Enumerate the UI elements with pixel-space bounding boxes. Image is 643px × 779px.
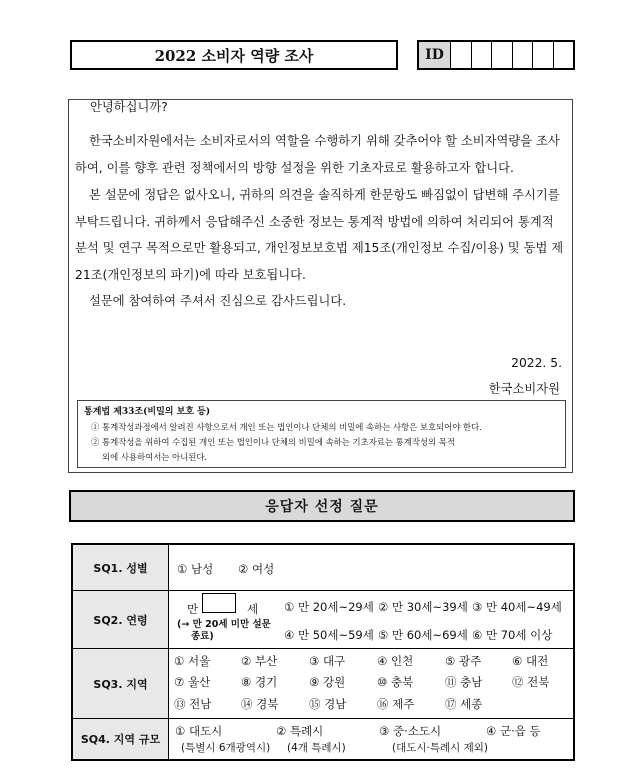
sq3-option-jeonbuk[interactable]: ⑫ 전북 <box>512 675 550 689</box>
sq4-option-small-city-note: (대도시·특례시 제외) <box>392 742 489 754</box>
sq3-option-daejeon[interactable]: ⑥ 대전 <box>512 654 549 668</box>
id-digit-cell[interactable] <box>492 42 513 68</box>
sq3-option-busan[interactable]: ② 부산 <box>241 654 278 668</box>
sq3-option-gyeonggi[interactable]: ⑧ 경기 <box>241 675 278 689</box>
intro-paragraph-1: 한국소비자원에서는 소비자로서의 역할을 수행하기 위해 갖추어야 할 소비자역량을 조사하여, 이를 향후 관련 정책에서의 방향 설정을 위한 기초자료로 활용하고자 합니다. <box>75 134 560 175</box>
sq4-option-metropolis-note: (특별시 6개광역시) <box>181 742 271 754</box>
thanks-text: 설문에 참여하여 주셔서 진심으로 감사드립니다. <box>89 294 347 308</box>
sq4-label: SQ4. 지역 규모 <box>73 719 169 759</box>
sq2-option-40s[interactable]: ③ 만 40세~49세 <box>472 600 562 614</box>
sq3-option-jeju[interactable]: ⑯ 제주 <box>377 697 415 711</box>
sq3-option-daegu[interactable]: ③ 대구 <box>309 654 346 668</box>
sq3-label: SQ3. 지역 <box>73 649 169 718</box>
sq2-option-20s[interactable]: ① 만 20세~29세 <box>284 600 374 614</box>
sq4-option-special-city[interactable]: ② 특례시 <box>276 724 324 738</box>
law-item-2-continued: 외에 사용하여서는 아니된다. <box>102 452 208 462</box>
survey-title: 2022 소비자 역량 조사 <box>70 40 398 70</box>
sq4-option-small-city[interactable]: ③ 중·소도시 <box>379 724 442 738</box>
age-note-line1: (→ 만 20세 미만 설문 <box>177 619 271 630</box>
sq3-option-incheon[interactable]: ④ 인천 <box>377 654 414 668</box>
intro-paragraph-2: 본 설문에 정답은 없사오니, 귀하의 의견을 솔직하게 한문항도 빠짐없이 답변해 주시기를 부탁드립니다. 귀하께서 응답해주신 소중한 정보는 통계적 방법에 의하여 처리되어 통계적 분석 및 연구 목적으로만 활용되고, 개인정보보호법 제15조(개인정보 수집/이용) 및 동법 제 21조(개인정보의 파기)에 따라 보호됩니다. <box>75 188 564 282</box>
id-label: ID <box>419 42 451 68</box>
id-digit-cell[interactable] <box>451 42 472 68</box>
age-prefix: 만 <box>187 602 199 616</box>
sq2-row <box>73 591 573 649</box>
sq3-option-gyeongbuk[interactable]: ⑭ 경북 <box>241 697 279 711</box>
sq3-option-gangwon[interactable]: ⑨ 강원 <box>309 675 346 689</box>
sq4-option-metropolis[interactable]: ① 대도시 <box>175 724 223 738</box>
sq3-option-chungbuk[interactable]: ⑩ 충북 <box>377 675 414 689</box>
sq3-option-chungnam[interactable]: ⑪ 충남 <box>445 675 483 689</box>
sq1-option-female[interactable]: ② 여성 <box>238 562 275 576</box>
age-note-line2: 종료) <box>191 631 214 642</box>
id-digit-cell[interactable] <box>554 42 574 68</box>
section-title: 응답자 선정 질문 <box>69 490 575 522</box>
sq3-option-gwangju[interactable]: ⑤ 광주 <box>445 654 482 668</box>
greeting: 안녕하십니까? <box>90 100 168 114</box>
organization-name: 한국소비자원 <box>488 382 560 396</box>
sq1-label: SQ1. 성별 <box>73 545 169 590</box>
id-field[interactable] <box>417 40 575 70</box>
age-suffix: 세 <box>247 602 259 616</box>
sq4-row <box>73 719 573 759</box>
law-item-1: ① 통계작성과정에서 알려진 사항으로서 개인 또는 법인이나 단체의 비밀에 속하는 사항은 보호되어야 한다. <box>91 422 482 432</box>
sq2-option-50s[interactable]: ④ 만 50세~59세 <box>284 628 374 642</box>
sq4-option-county-town[interactable]: ④ 군·읍 등 <box>486 724 541 738</box>
sq2-label: SQ2. 연령 <box>73 591 169 648</box>
sq1-option-male[interactable]: ① 남성 <box>177 562 214 576</box>
sq2-option-30s[interactable]: ② 만 30세~39세 <box>378 600 468 614</box>
id-digit-cell[interactable] <box>472 42 493 68</box>
sq1-row <box>73 545 573 591</box>
sq3-option-jeonnam[interactable]: ⑬ 전남 <box>174 697 212 711</box>
sq4-option-special-city-note: (4개 특례시) <box>287 742 346 754</box>
sq3-option-sejong[interactable]: ⑰ 세종 <box>445 697 483 711</box>
statistics-law-box <box>77 400 566 468</box>
law-title: 통계법 제33조(비밀의 보호 등) <box>84 407 211 417</box>
sq2-option-70plus[interactable]: ⑥ 만 70세 이상 <box>472 628 553 642</box>
sq3-option-seoul[interactable]: ① 서울 <box>174 654 211 668</box>
sq3-row <box>73 649 573 719</box>
sq2-option-60s[interactable]: ⑤ 만 60세~69세 <box>378 628 468 642</box>
id-digit-cell[interactable] <box>533 42 554 68</box>
sq3-option-ulsan[interactable]: ⑦ 울산 <box>174 675 211 689</box>
age-input-box[interactable] <box>202 593 236 613</box>
date-text: 2022. 5. <box>511 356 562 370</box>
law-item-2: ② 통계작성을 위하여 수집된 개인 또는 법인이나 단체의 비밀에 속하는 기초자료는 통계작성의 목적 <box>91 437 455 447</box>
screening-questions-table <box>71 543 575 761</box>
sq3-option-gyeongnam[interactable]: ⑮ 경남 <box>309 697 347 711</box>
id-digit-cell[interactable] <box>513 42 534 68</box>
age-entry <box>169 591 279 648</box>
intro-box <box>68 99 573 473</box>
